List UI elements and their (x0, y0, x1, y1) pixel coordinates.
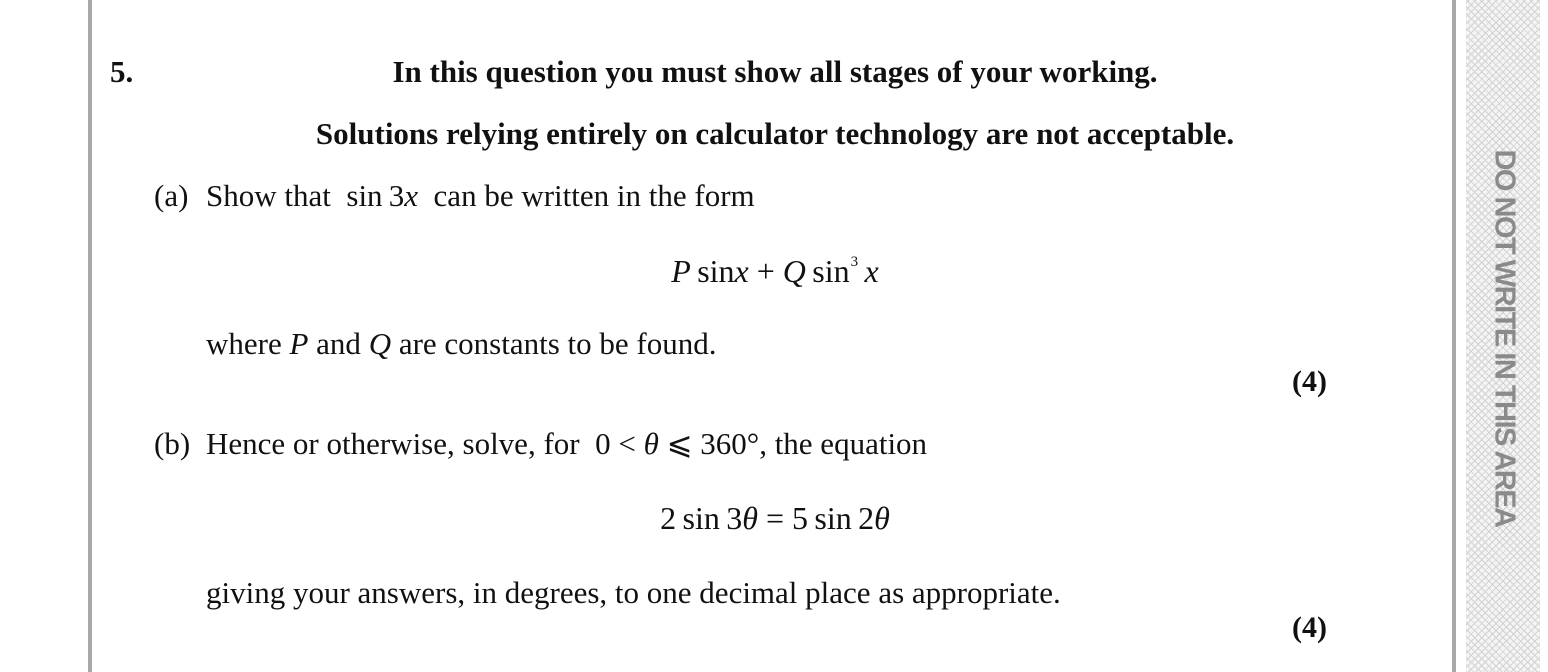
instruction-calculator: Solutions relying entirely on calculator technology are not acceptable. (315, 116, 1235, 151)
part-a-marks: (4) (1292, 365, 1327, 398)
part-b-closing: giving your answers, in degrees, to one decimal place as appropriate. (206, 575, 1061, 610)
part-a-expression: sin 3x (346, 178, 419, 213)
part-a-label: (a) (154, 178, 189, 213)
part-a-formula: P sinx + Q $\sin^3 x$ (671, 253, 879, 289)
part-b-equation: 2 sin 3θ = 5 sin 2θ (660, 500, 890, 536)
part-b-label: (b) (154, 426, 191, 461)
part-a-where: where P and Q are constants to be found. (206, 326, 717, 361)
part-b-prompt: Hence or otherwise, solve, for 0 < θ ⩽ 360°, the equation (206, 426, 928, 461)
part-b-range: 0 < θ ⩽ 360° (595, 426, 760, 461)
instruction-working: In this question you must show all stages of your working. (392, 54, 1158, 89)
part-b-marks: (4) (1292, 611, 1327, 644)
question-number: 5. (110, 54, 134, 89)
margin-notice: DO NOT WRITE IN THIS AREA (1488, 149, 1521, 527)
part-a-prompt: Show that sin 3x can be written in the form (206, 178, 755, 213)
